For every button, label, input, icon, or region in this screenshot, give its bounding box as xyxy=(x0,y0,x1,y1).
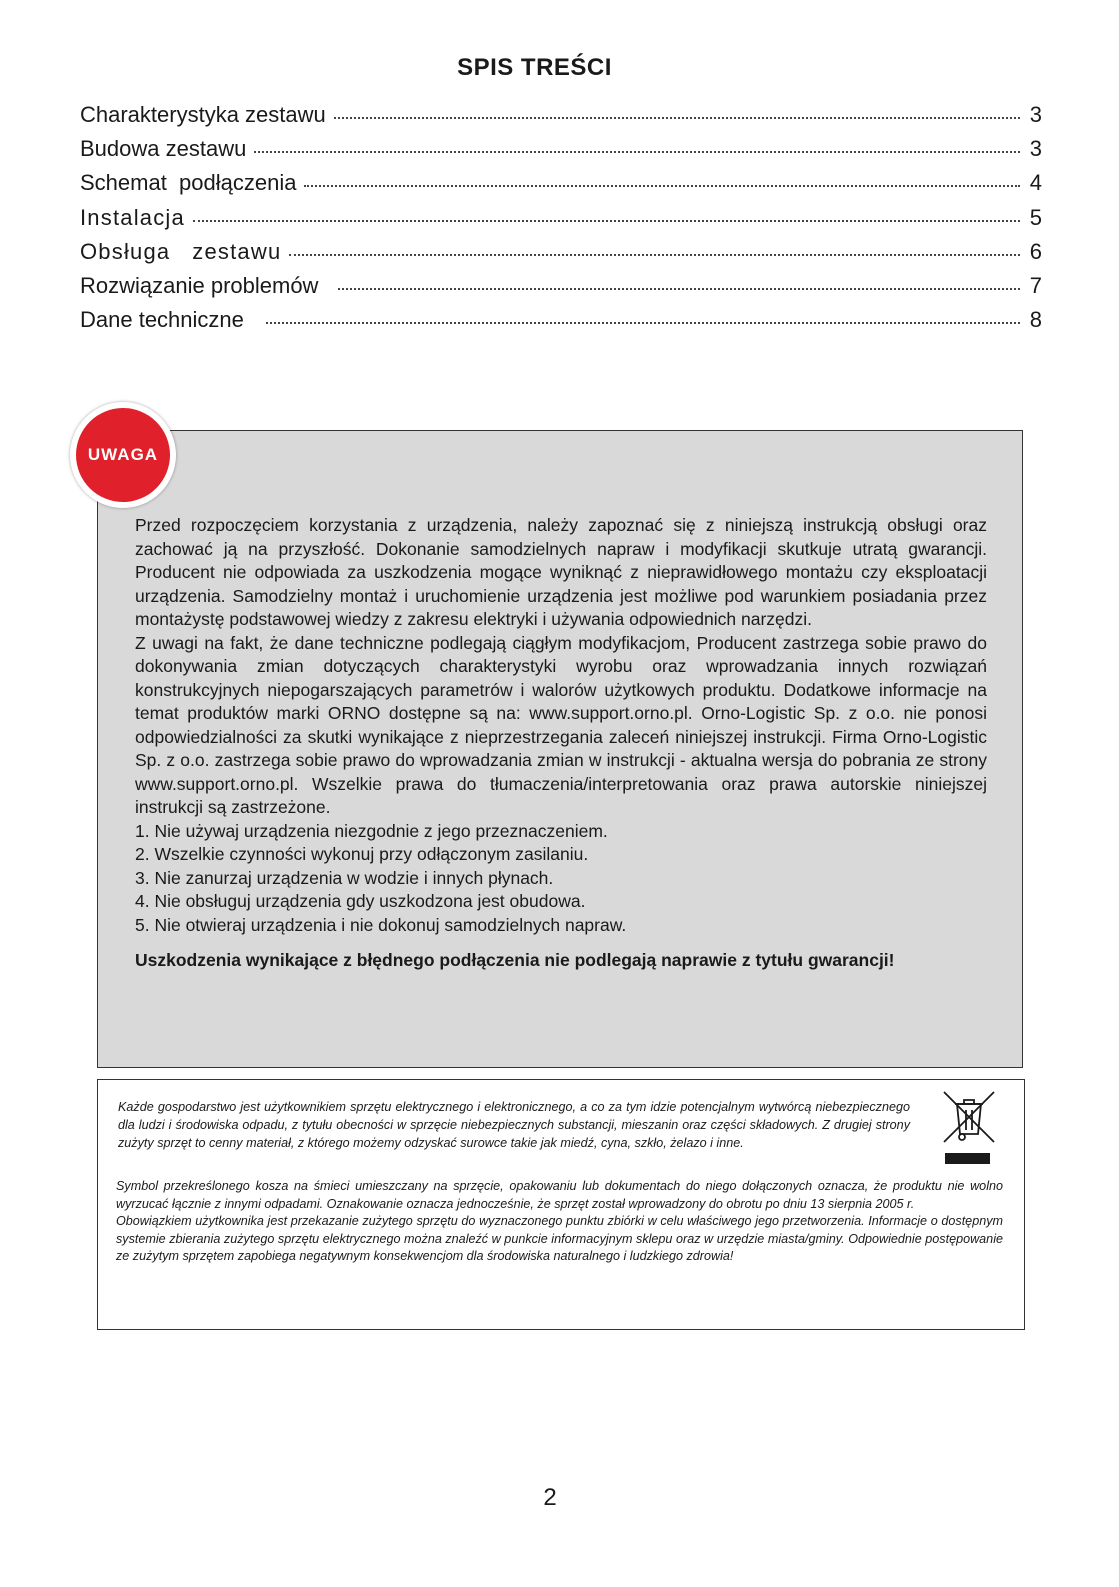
warning-badge xyxy=(70,402,176,508)
toc-dot-leader xyxy=(304,185,1020,187)
list-item: 4. Nie obsługuj urządzenia gdy uszkodzona jest obudowa. xyxy=(135,891,586,911)
crossed-out-wheelie-bin-icon xyxy=(942,1090,996,1144)
toc-entry-page: 4 xyxy=(1029,170,1042,196)
toc-dot-leader xyxy=(334,117,1020,119)
weee-paragraph: Każde gospodarstwo jest użytkownikiem sprzętu elektrycznego i elektronicznego, a co za tym idzie potencjalnym wytwórcą niebezpiecznego dla ludzi i środowiska odpadu, z tytułu obecności w sprzęcie niebezpiecznych substancji, mieszanin oraz części składowych. Z drugiej strony zużyty sprzęt to cenny materiał, z którego możemy odzyskać surowce takie jak miedź, cyna, szkło, żelazo i inne. xyxy=(118,1100,910,1150)
weee-paragraph: Symbol przekreślonego kosza na śmieci umieszczany na sprzęcie, opakowaniu lub dokumentach do niego dołączonych oznacza, że produktu nie wolno wyrzucać łącznie z innymi odpadami. Oznakowanie oznacza jednocześnie, że sprzęt został wprowadzony do obrotu po dniu 13 sierpnia 2005 r. xyxy=(116,1179,1003,1211)
warning-text xyxy=(135,514,987,973)
warning-paragraph: Przed rozpoczęciem korzystania z urządzenia, należy zapoznać się z niniejszą instrukcją obsługi oraz zachować ją na przyszłość. Dokonanie samodzielnych napraw i modyfikacji skutkuje utratą gwarancji. Producent nie odpowiada za uszkodzenia mogące wyniknąć z nieprawidłowego montażu czy eksploatacji urządzenia. Samodzielny montaż i uruchomienie urządzenia jest możliwe pod warunkiem posiadania przez montażystę podstawowej wiedzy z zakresu elektryki i używania odpowiednich narzędzi. xyxy=(135,515,987,629)
toc-entry-label: Instalacja xyxy=(80,204,185,230)
toc-entry xyxy=(80,239,1042,273)
toc-entry-label: Dane techniczne xyxy=(80,307,244,333)
toc-dot-leader xyxy=(193,220,1020,222)
toc-entry-page: 3 xyxy=(1029,102,1042,127)
table-of-contents xyxy=(80,102,1042,341)
safety-rules-list xyxy=(135,820,987,938)
toc-entry-label: Obsługa zestawu xyxy=(80,238,282,264)
toc-entry xyxy=(80,170,1042,204)
warning-paragraph: Z uwagi na fakt, że dane techniczne podlegają ciągłym modyfikacjom, Producent zastrzega sobie prawo do dokonywania zmian dotyczących charakterystyki wyrobu oraz wprowadzania innych rozwiązań konstrukcyjnych niepogarszających parametrów i walorów użytkowych produktu. Dodatkowe informacje na temat produktów marki ORNO dostępne są na: www.support.orno.pl. Orno-Logistic Sp. z o.o. nie ponosi odpowiedzialności za skutki wynikające z nieprzestrzegania zaleceń niniejszej instrukcji. Firma Orno-Logistic Sp. z o.o. zastrzega sobie prawo do wprowadzania zmian w instrukcji - aktualna wersja do pobrania ze strony www.support.orno.pl. Wszelkie prawa do tłumaczenia/interpretowania oraz prawa autorskie niniejszej instrukcji są zastrzeżone. xyxy=(135,632,987,817)
toc-entry xyxy=(80,136,1042,170)
toc-entry-page: 6 xyxy=(1029,238,1042,264)
list-item: 5. Nie otwieraj urządzenia i nie dokonuj samodzielnych napraw. xyxy=(135,914,627,935)
warning-badge-label: UWAGA xyxy=(76,408,170,502)
warranty-note: Uszkodzenia wynikające z błędnego podłączenia nie podlegają naprawie z tytułu gwarancji! xyxy=(135,950,895,970)
bin-underline-bar xyxy=(945,1153,990,1164)
page-number: 2 xyxy=(543,1484,557,1511)
toc-entry-page: 5 xyxy=(1029,204,1042,230)
toc-entry xyxy=(80,307,1042,341)
weee-text-block xyxy=(116,1178,1003,1266)
toc-entry xyxy=(80,205,1042,239)
weee-paragraph: Obowiązkiem użytkownika jest przekazanie zużytego sprzętu do wyznaczonego punktu zbiórki w celu właściwego jego przetworzenia. Informacje o dostępnym systemie zbierania zużytego sprzętu elektrycznego można znaleźć w punkcie informacyjnym sklepu oraz w urzędzie miasta/gminy. Odpowiednie postępowanie ze zużytym sprzętem zapobiega negatywnym konsekwencjom dla środowiska naturalnego i ludzkiego zdrowia! xyxy=(116,1214,1003,1263)
toc-entry-label: Charakterystyka zestawu xyxy=(80,102,326,127)
list-item: 1. Nie używaj urządzenia niezgodnie z jego przeznaczeniem. xyxy=(135,820,608,841)
toc-dot-leader xyxy=(266,322,1020,324)
toc-entry xyxy=(80,102,1042,136)
toc-entry-page: 8 xyxy=(1029,307,1042,333)
toc-entry-page: 3 xyxy=(1029,136,1042,162)
toc-entry-label: Budowa zestawu xyxy=(80,136,247,162)
toc-dot-leader xyxy=(338,288,1020,290)
toc-entry-label: Rozwiązanie problemów xyxy=(80,272,319,298)
toc-entry-page: 7 xyxy=(1029,272,1042,298)
toc-title: SPIS TREŚCI xyxy=(457,54,612,81)
toc-dot-leader xyxy=(254,151,1020,153)
toc-entry-label: Schemat podłączenia xyxy=(80,170,297,196)
toc-entry xyxy=(80,273,1042,307)
list-item: 2. Wszelkie czynności wykonuj przy odłączonym zasilaniu. xyxy=(135,844,589,864)
toc-dot-leader xyxy=(289,254,1020,256)
list-item: 3. Nie zanurzaj urządzenia w wodzie i innych płynach. xyxy=(135,867,554,888)
